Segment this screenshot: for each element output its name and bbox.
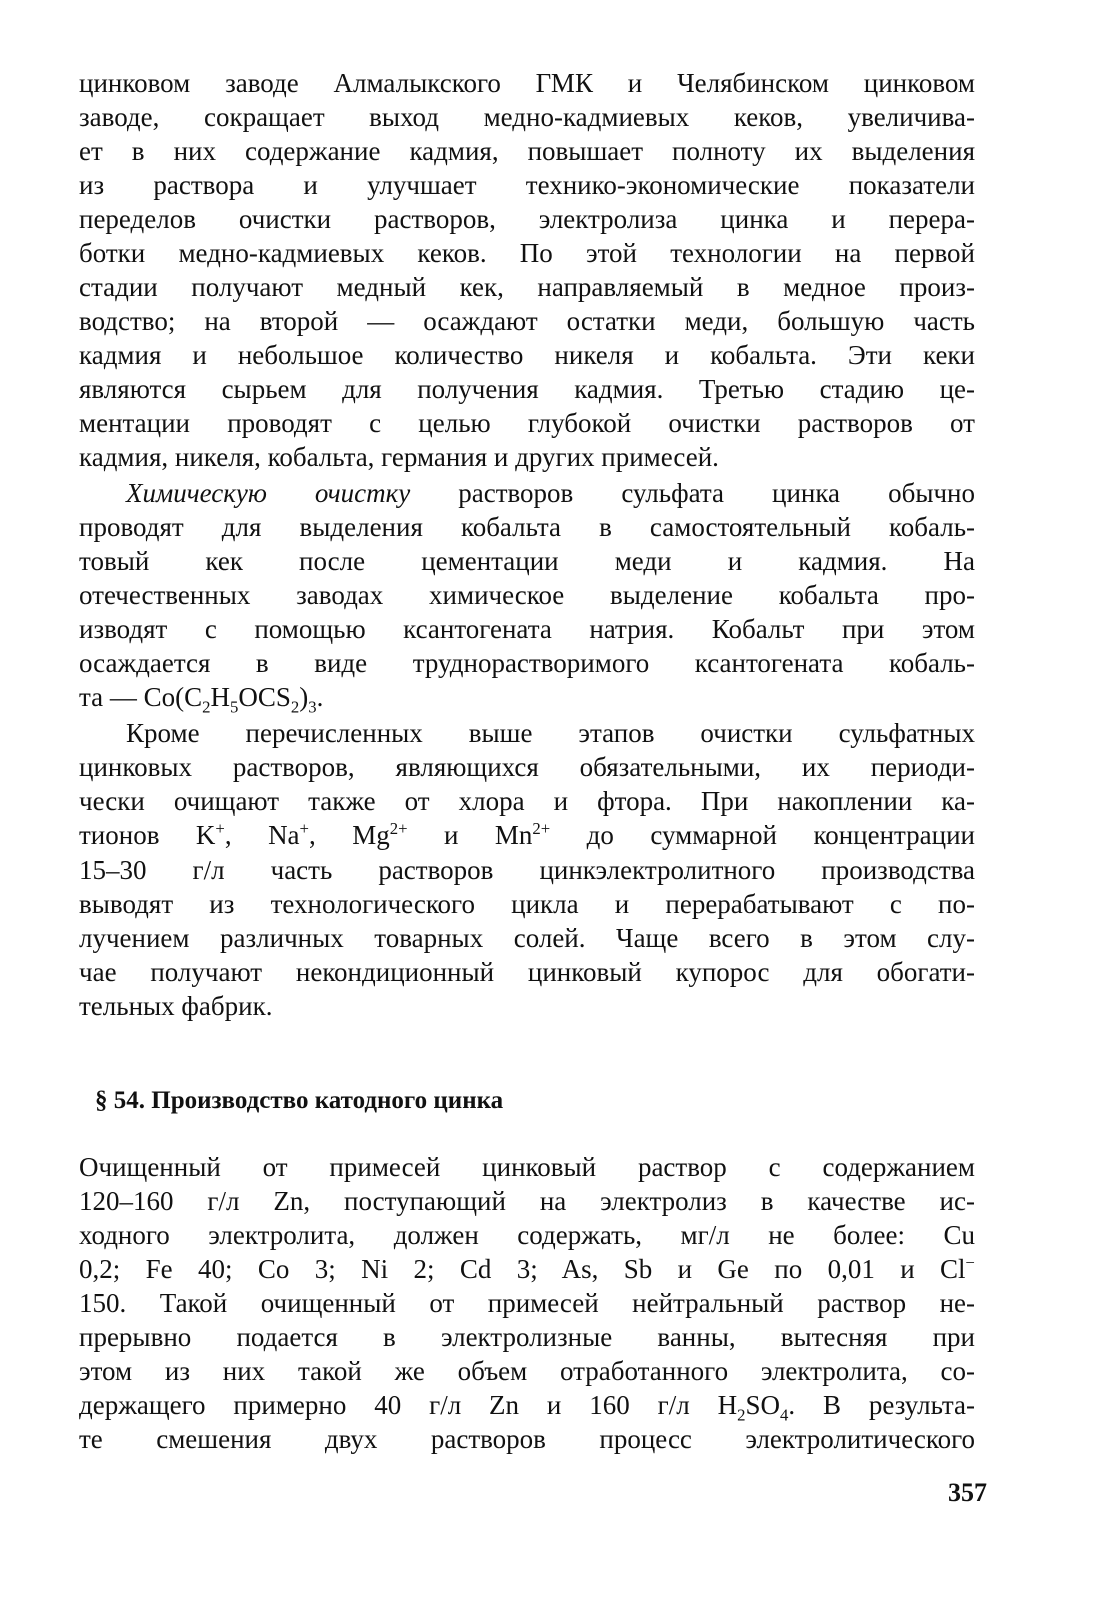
text-line: отечественных заводах химическое выделение кобальта про-	[79, 580, 975, 610]
formula-text: )	[299, 682, 309, 712]
text-line: проводят для выделения кобальта в самостоятельный кобаль-	[79, 512, 975, 542]
text-line: товый кек после цементации меди и кадмия. На	[79, 546, 975, 576]
superscript: −	[965, 1253, 975, 1272]
text-fragment: 0,2; Fe 40; Co 3; Ni 2; Cd 3; As, Sb и Ge по 0,01 и Cl	[79, 1254, 966, 1284]
text-line: выводят из технологического цикла и перерабатывают с по-	[79, 889, 975, 919]
text-line: стадии получают медный кек, направляемый в медное произ-	[79, 272, 975, 302]
page-number: 357	[948, 1478, 987, 1507]
subscript: 2	[737, 1405, 746, 1425]
ions-line	[79, 818, 975, 852]
text-line: 15–30 г/л часть растворов цинкэлектролитного производства	[79, 855, 975, 885]
text-fragment: , Na	[224, 820, 300, 850]
text-line: Кроме перечисленных выше этапов очистки сульфатных	[126, 718, 975, 748]
formula-text: .	[316, 682, 324, 712]
subscript: 2	[202, 697, 211, 717]
subscript: 3	[308, 697, 317, 717]
text-line: из раствора и улучшает технико-экономические показатели	[79, 170, 975, 200]
text-fragment: тионов K	[79, 820, 216, 850]
formula-text: H	[210, 682, 230, 712]
superscript: 2+	[389, 819, 408, 838]
text-line: те смешения двух растворов процесс электролитического	[79, 1424, 975, 1454]
section-heading: § 54. Производство катодного цинка	[95, 1087, 504, 1114]
text-line: ходного электролита, должен содержать, мг/л не более: Cu	[79, 1220, 975, 1250]
formula-text: та — Co(C	[79, 682, 203, 712]
text-fragment: и Mn	[407, 820, 533, 850]
text-line: кадмия, никеля, кобальта, германия и других примесей.	[79, 442, 719, 472]
text-line: прерывно подается в электролизные ванны, вытесняя при	[79, 1322, 975, 1352]
text-line: 150. Такой очищенный от примесей нейтральный раствор не-	[79, 1288, 975, 1318]
formula-text: OCS	[238, 682, 291, 712]
superscript: +	[299, 819, 309, 838]
text-fragment: . В результа-	[788, 1390, 975, 1420]
text-line: ботки медно-кадмиевых кеков. По этой технологии на первой	[79, 238, 975, 268]
text-line: являются сырьем для получения кадмия. Третью стадию це-	[79, 374, 975, 404]
superscript: 2+	[532, 819, 551, 838]
text-line: чески очищают также от хлора и фтора. При накоплении ка-	[79, 786, 975, 816]
text-fragment: SO	[745, 1390, 780, 1420]
text-line: ет в них содержание кадмия, повышает полноту их выделения	[79, 136, 975, 166]
text-line: переделов очистки растворов, электролиза цинка и перера-	[79, 204, 975, 234]
text-line: заводе, сокращает выход медно-кадмиевых кеков, увеличива-	[79, 102, 975, 132]
text-line: этом из них такой же объем отработанного электролита, со-	[79, 1356, 975, 1386]
text-line: 120–160 г/л Zn, поступающий на электролиз в качестве ис-	[79, 1186, 975, 1216]
text-fragment: до суммарной концентрации	[550, 820, 975, 850]
text-line: изводят с помощью ксантогената натрия. Кобальт при этом	[79, 614, 975, 644]
subscript: 4	[779, 1405, 789, 1425]
text-line: водство; на второй — осаждают остатки меди, большую часть	[79, 306, 975, 336]
text-line	[79, 1388, 975, 1425]
text-line	[79, 1252, 975, 1286]
text-line: ментации проводят с целью глубокой очистки растворов от	[79, 408, 975, 438]
text-line: цинковом заводе Алмалыкского ГМК и Челябинском цинковом	[79, 68, 975, 98]
text-line: Очищенный от примесей цинковый раствор с содержанием	[79, 1152, 975, 1182]
subscript: 2	[290, 697, 300, 717]
text-line	[126, 476, 975, 510]
subscript: 5	[230, 697, 239, 717]
text-line: цинковых растворов, являющихся обязательными, их периоди-	[79, 752, 975, 782]
text-line: кадмия и небольшое количество никеля и кобальта. Эти кеки	[79, 340, 975, 370]
text-fragment: растворов сульфата цинка обычно	[410, 478, 975, 508]
text-fragment: , Mg	[309, 820, 390, 850]
superscript: +	[215, 819, 225, 838]
text-line: осаждается в виде труднорастворимого ксантогената кобаль-	[79, 648, 975, 678]
emphasis-term: Химическую очистку	[126, 478, 411, 508]
formula-line	[79, 680, 975, 717]
text-fragment: держащего примерно 40 г/л Zn и 160 г/л H	[79, 1390, 738, 1420]
text-line: чае получают некондиционный цинковый купорос для обогати-	[79, 957, 975, 987]
text-line: тельных фабрик.	[79, 991, 273, 1021]
text-line: лучением различных товарных солей. Чаще всего в этом слу-	[79, 923, 975, 953]
